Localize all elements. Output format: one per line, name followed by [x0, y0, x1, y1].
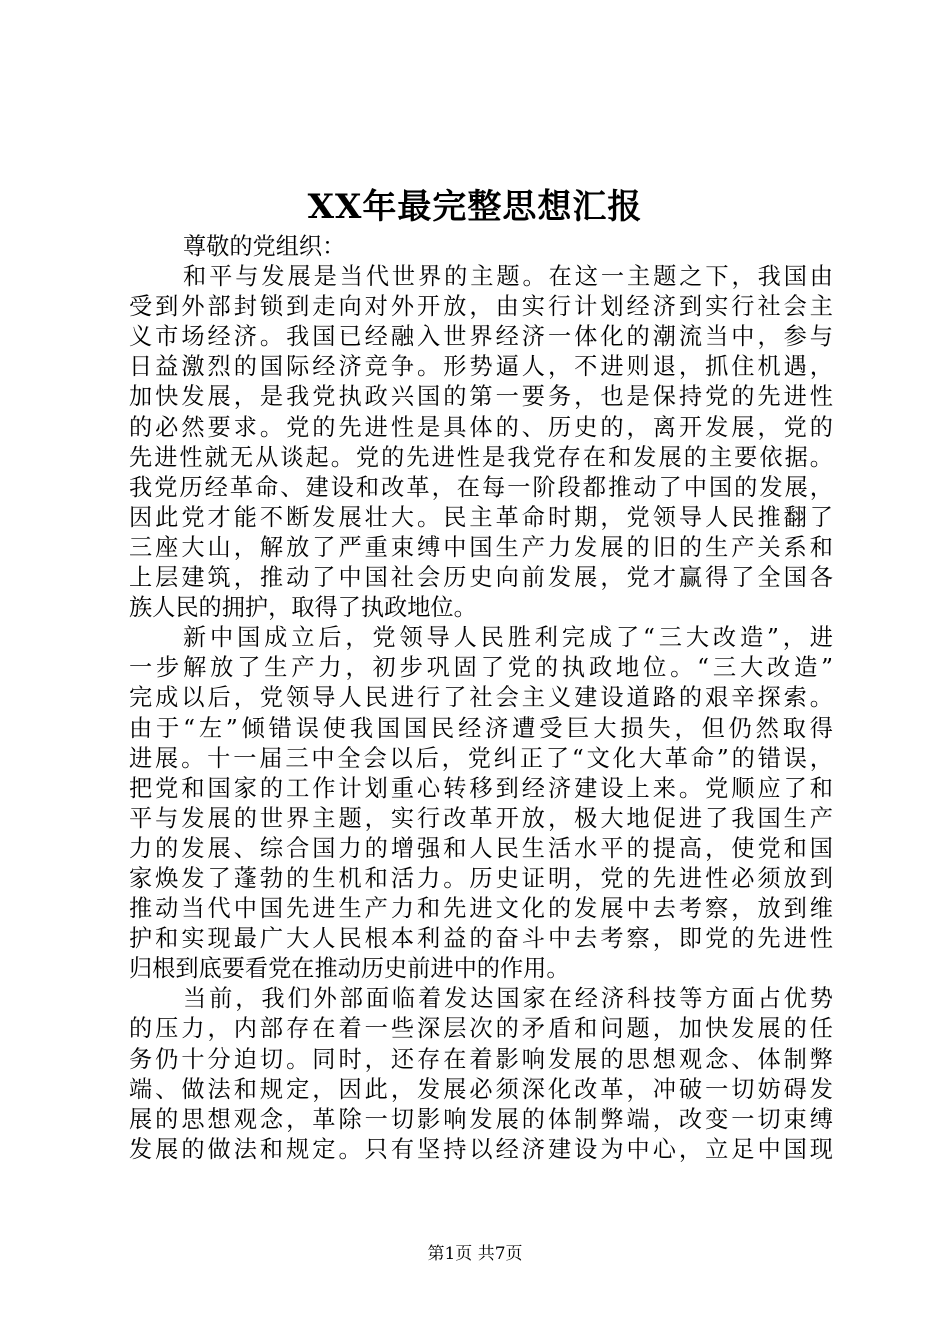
paragraph-line: 当前，我们外部面临着发达国家在经济科技等方面占优势: [183, 985, 833, 1013]
paragraph-line: 力的发展、综合国力的增强和人民生活水平的提高，使党和国: [129, 834, 833, 862]
paragraph-line: 展的思想观念，革除一切影响发展的体制弊端，改变一切束缚: [129, 1105, 833, 1133]
paragraph-line: 完成以后，党领导人民进行了社会主义建设道路的艰辛探索。: [129, 684, 833, 712]
paragraph-line: 归根到底要看党在推动历史前进中的作用。: [129, 955, 570, 983]
paragraph-line: 因此党才能不断发展壮大。民主革命时期，党领导人民推翻了: [129, 503, 833, 531]
paragraph-line: 进展。十一届三中全会以后，党纠正了“文化大革命”的错误，: [129, 744, 833, 772]
paragraph-line: 族人民的拥护，取得了执政地位。: [129, 594, 477, 622]
paragraph-line: 义市场经济。我国已经融入世界经济一体化的潮流当中，参与: [129, 323, 833, 351]
paragraph-line: 先进性就无从谈起。党的先进性是我党存在和发展的主要依据。: [129, 443, 833, 471]
paragraph-line: 新中国成立后，党领导人民胜利完成了“三大改造”，进: [183, 624, 833, 652]
paragraph-line: 把党和国家的工作计划重心转移到经济建设上来。党顺应了和: [129, 774, 833, 802]
paragraph-line: 的压力，内部存在着一些深层次的矛盾和问题，加快发展的任: [129, 1015, 833, 1043]
paragraph-line: 家焕发了蓬勃的生机和活力。历史证明，党的先进性必须放到: [129, 864, 833, 892]
paragraph-line: 日益激烈的国际经济竞争。形势逼人，不进则退，抓住机遇，: [129, 353, 833, 381]
paragraph-line: 平与发展的世界主题，实行改革开放，极大地促进了我国生产: [129, 804, 833, 832]
paragraph-line: 端、做法和规定，因此，发展必须深化改革，冲破一切妨碍发: [129, 1075, 833, 1103]
page-footer: 第1页 共7页: [427, 1244, 523, 1264]
paragraph: [129, 262, 833, 623]
paragraph-line: 和平与发展是当代世界的主题。在这一主题之下，我国由: [183, 263, 833, 291]
paragraph: [129, 984, 833, 1165]
paragraph-line: 的必然要求。党的先进性是具体的、历史的，离开发展，党的: [129, 413, 833, 441]
paragraph-line: 由于“左”倾错误使我国国民经济遭受巨大损失，但仍然取得: [129, 714, 833, 742]
paragraph-container: [129, 262, 833, 1165]
paragraph-line: 发展的做法和规定。只有坚持以经济建设为中心，立足中国现: [129, 1135, 833, 1163]
salutation: 尊敬的党组织：: [183, 233, 346, 260]
paragraph-line: 一步解放了生产力，初步巩固了党的执政地位。“三大改造”: [129, 654, 833, 682]
paragraph-line: 受到外部封锁到走向对外开放，由实行计划经济到实行社会主: [129, 293, 833, 321]
paragraph-line: 加快发展，是我党执政兴国的第一要务，也是保持党的先进性: [129, 383, 833, 411]
paragraph-line: 三座大山，解放了严重束缚中国生产力发展的旧的生产关系和: [129, 533, 833, 561]
paragraph-line: 上层建筑，推动了中国社会历史向前发展，党才赢得了全国各: [129, 564, 833, 592]
paragraph-line: 护和实现最广大人民根本利益的奋斗中去考察，即党的先进性: [129, 925, 833, 953]
paragraph: [129, 623, 833, 984]
document-title: XX年最完整思想汇报: [307, 187, 643, 227]
document-body: [129, 232, 833, 1165]
paragraph-line: 我党历经革命、建设和改革，在每一阶段都推动了中国的发展，: [129, 473, 833, 501]
paragraph-line: 推动当代中国先进生产力和先进文化的发展中去考察，放到维: [129, 895, 833, 923]
paragraph-line: 务仍十分迫切。同时，还存在着影响发展的思想观念、体制弊: [129, 1045, 833, 1073]
